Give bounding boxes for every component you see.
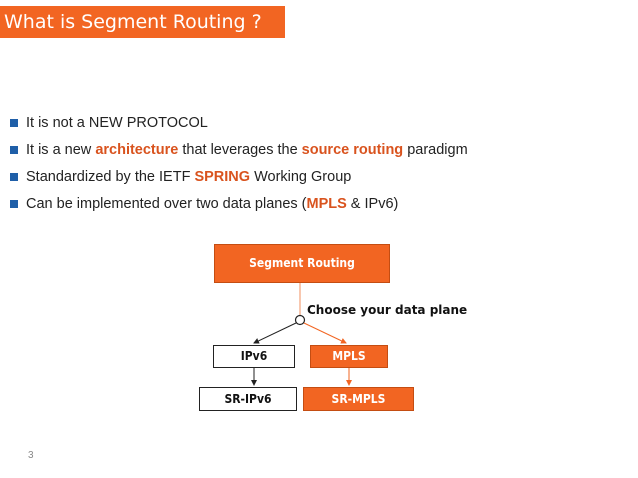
slide-title: What is Segment Routing ?	[0, 6, 285, 38]
mpls-box: MPLS	[310, 345, 388, 368]
sr-mpls-box: SR-MPLS	[303, 387, 414, 411]
bullet-text: It is not a NEW PROTOCOL	[26, 115, 208, 131]
sr-ipv6-box: SR-IPv6	[199, 387, 297, 411]
ipv6-box: IPv6	[213, 345, 295, 368]
page-number: 3	[28, 450, 34, 461]
arrow-to-ipv6	[254, 323, 296, 343]
bullet-text: Standardized by the IETF SPRING Working Group	[26, 169, 352, 185]
bullet-text: Can be implemented over two data planes (MPLS & IPv6)	[26, 196, 399, 212]
data-plane-caption: Choose your data plane	[307, 303, 468, 317]
segment-routing-box: Segment Routing	[214, 244, 390, 283]
branch-node-icon	[296, 316, 305, 325]
arrow-to-mpls	[304, 323, 346, 343]
bullet-text: It is a new architecture that leverages the source routing paradigm	[26, 142, 468, 158]
